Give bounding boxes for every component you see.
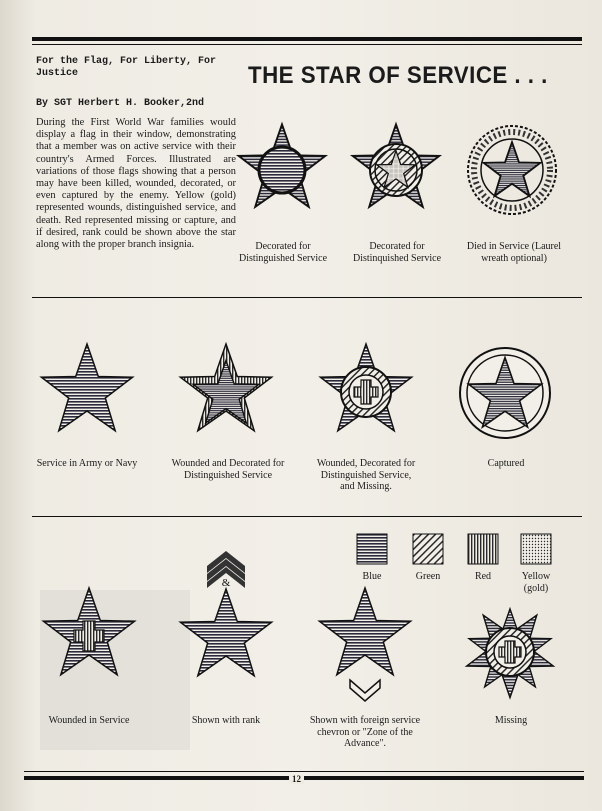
article-headline: THE STAR OF SERVICE . . . — [248, 62, 548, 89]
legend-label-green: Green — [415, 571, 441, 582]
star-laurel-wreath-icon — [468, 126, 556, 214]
foreign-service-chevron-icon — [350, 680, 380, 701]
legend-swatches — [357, 534, 551, 564]
article-intro: During the First World War families would display a flag in their window, demonstrating that a member was on active service with their country's Armed Forces. Illustrated are variations of those flags showing that a person may have been killed, wounded, decorated, or even captured by the enemy. Yellow (gold) represented wounds, distinguished service, and death. Red represented missing or capture, and if desired, rank could be shown above the star along with the proper branch insignia. — [36, 117, 236, 251]
star-in-medallion-icon — [353, 124, 440, 206]
swatch-green — [413, 534, 443, 564]
caption-missing: Missing — [494, 715, 528, 726]
caption-decorated-2: Decorated for Distinquished Service — [352, 241, 442, 264]
article-byline: By SGT Herbert H. Booker,2nd — [36, 98, 205, 109]
star-with-cross-icon — [43, 588, 134, 675]
caption-service: Service in Army or Navy — [36, 458, 138, 469]
double-star-icon — [180, 344, 271, 431]
swatch-blue — [357, 534, 387, 564]
caption-wounded-decorated: Wounded and Decorated for Distinguished Service — [171, 458, 285, 481]
star-with-rank-icon — [180, 551, 271, 676]
svg-text:&: & — [221, 577, 231, 589]
legend-label-red: Red — [474, 571, 492, 582]
article-kicker: For the Flag, For Liberty, For Justice — [36, 56, 217, 79]
caption-wounded-decorated-missing: Wounded, Decorated for Distinguished Service, and Missing. — [316, 458, 416, 492]
caption-rank: Shown with rank — [191, 715, 261, 726]
caption-decorated-1: Decorated for Distinguished Service — [238, 241, 328, 264]
legend-label-yellow: Yellow (gold) — [521, 571, 551, 594]
caption-captured: Captured — [487, 458, 525, 469]
star-with-circle-icon — [239, 124, 326, 206]
caption-chevron: Shown with foreign service chevron or "Zone of the Advance". — [309, 715, 421, 749]
page-number: 12 — [289, 774, 304, 784]
plain-star-icon — [41, 344, 132, 431]
star-with-chevron-icon — [319, 588, 410, 701]
rank-chevron-icon — [207, 551, 245, 589]
star-cross-medallion-icon — [320, 344, 411, 431]
star-cross-spiked-icon — [467, 609, 554, 698]
caption-wounded: Wounded in Service — [48, 715, 130, 726]
swatch-red — [468, 534, 498, 564]
swatch-yellow — [521, 534, 551, 564]
legend-label-blue: Blue — [362, 571, 382, 582]
star-in-ring-icon — [460, 348, 550, 438]
caption-died: Died in Service (Laurel wreath optional) — [466, 241, 562, 264]
